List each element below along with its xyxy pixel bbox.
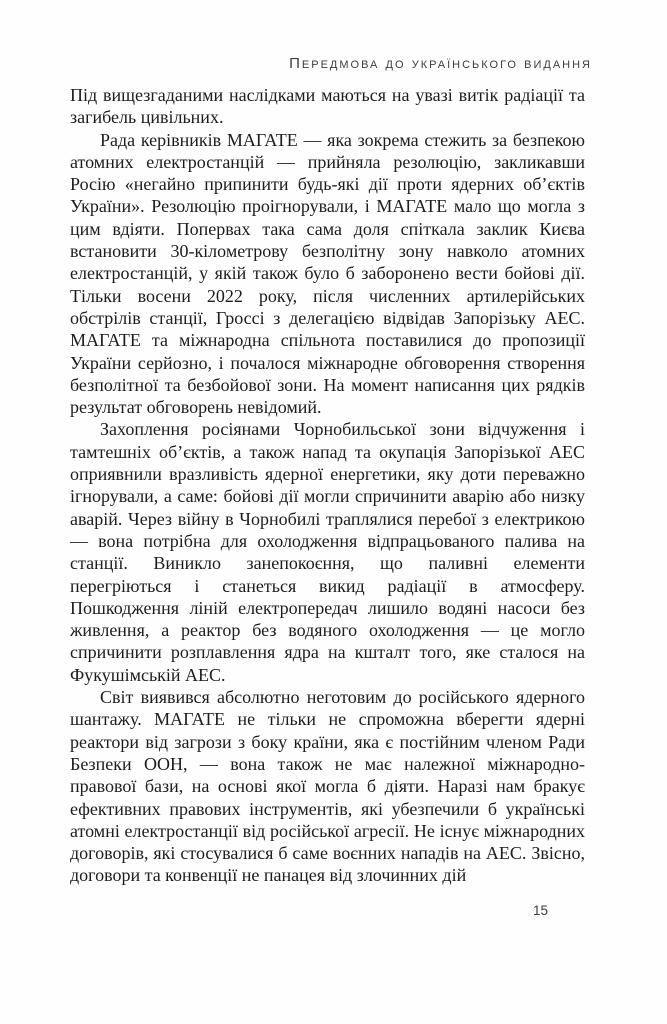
body-paragraph: Захоплення росіянами Чорнобильської зони відчуження і тамтешніх об’єктів, а також напад та окупація Запорізької АЕС оприявнили вразливість ядерної енергетики, яку доти переважно ігнорували, а саме: бойові дії могли спричинити аварію або низку аварій. Через війну в Чорнобилі траплялися перебої з електрикою — вона потрібна для охолодження відпрацьованого палива на станції. Виникло занепокоєння, що паливні елементи перегріються і станеться викид радіації в атмосферу. Пошкодження ліній електропередач лишило водяні насоси без живлення, а реактор без водяного охолодження — це могло спричинити розплавлення ядра на кшталт того, яке сталося на Фукушімській АЕС. xyxy=(70,419,585,685)
running-header: Передмова до українського видання xyxy=(289,55,592,72)
text-column xyxy=(70,84,585,887)
body-paragraph: Світ виявився абсолютно неготовим до російського ядерного шантажу. МАГАТЕ не тільки не спроможна вберегти ядерні реактори від загрози з боку країни, яка є постійним членом Ради Безпеки ООН, — вона також не має належної міжнародно-правової бази, на основі якої могла б діяти. Наразі нам бракує ефективних правових інструментів, які убезпечили б українські атомні електростанції від російської агресії. Не існує міжнародних договорів, які стосувалися б саме воєнних нападів на АЕС. Звісно, договори та конвенції не панацея від злочинних дій xyxy=(70,687,585,886)
page-number: 15 xyxy=(533,903,549,918)
body-paragraph: Під вищезгаданими наслідками маються на увазі витік радіації та загибель цивільних. xyxy=(70,85,585,128)
body-paragraph: Рада керівників МАГАТЕ — яка зокрема стежить за безпекою атомних електростанцій — прийняла резолюцію, закликавши Росію «негайно припинити будь-які дії проти ядерних об’єктів України». Резолюцію проігнорували, і МАГАТЕ мало що могла з цим вдіяти. Попервах така сама доля спіткала заклик Києва встановити 30-кілометрову безполітну зону навколо атомних електростанцій, у якій також було б заборонено вести бойові дії. Тільки восени 2022 року, після численних артилерійських обстрілів станції, Гроссі з делегацією відвідав Запорізьку АЕС. МАГАТЕ та міжнародна спільнота поставилися до пропозиції України серйозно, і почалося міжнародне обговорення створення безполітної та безбойової зони. На момент написання цих рядків результат обговорень невідомий. xyxy=(70,129,585,418)
